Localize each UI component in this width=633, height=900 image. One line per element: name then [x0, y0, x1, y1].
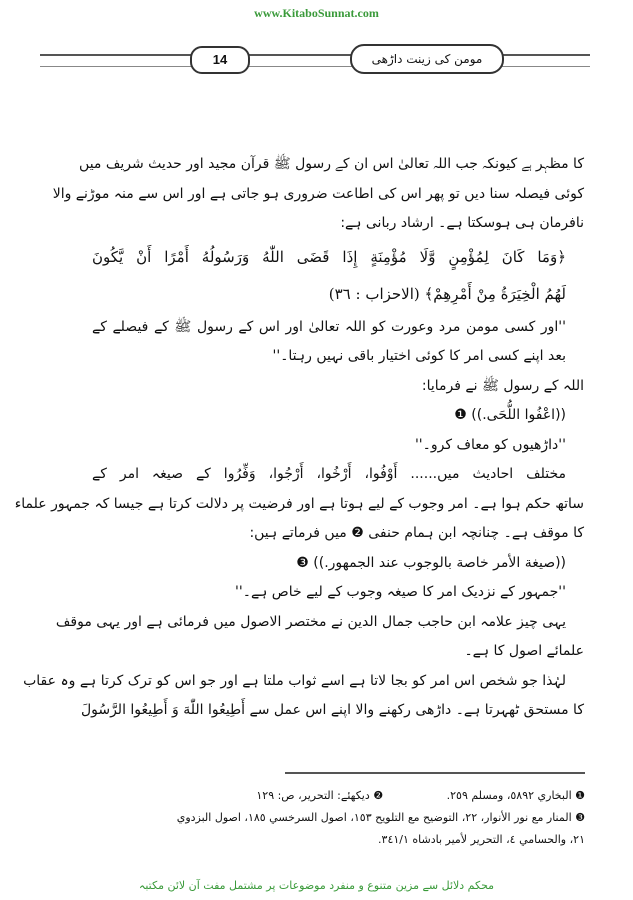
translation-line: ''جمہور کے نزدیک امر کا صیغہ وجوب کے لیے خاص ہے۔''	[235, 584, 566, 600]
site-url: www.KitaboSunnat.com	[254, 6, 379, 20]
footnote-2: ❷ دیکھئے: التحرير، ص: ١٢٩	[256, 789, 384, 802]
text-line: علمائے اصول کا ہے۔	[464, 643, 584, 659]
text-line: لہٰذا جو شخص اس امر کو بجا لاتا ہے اسے ثواب ملتا ہے اور جو اس کو ترک کرتا ہے وہ عقاب	[23, 672, 566, 689]
footnote-divider	[285, 772, 585, 774]
text-line: کا موقف ہے۔ چنانچہ ابن ہمام حنفی ❷ میں فرماتے ہیں:	[249, 525, 584, 541]
quran-verse-line: ﴿وَمَا كَانَ لِمُؤْمِنٍ وَّلَا مُؤْمِنَةٍ إِذَا قَضَى اللّٰهُ وَرَسُولُهُ أَمْرًا أَنْ يَّكُونَ	[92, 247, 566, 266]
page-header	[40, 44, 590, 74]
text-line: کوئی فیصلہ سنا دیں تو پھر اس کی اطاعت ضروری ہو جاتی ہے اور اس سے منہ موڑنے والا	[52, 185, 584, 202]
translation-line: ''اور کسی مومن مرد وعورت کو اللہ تعالیٰ اور اس کے رسول ﷺ کے فیصلے کے	[92, 318, 566, 335]
text-line: کا مظہر ہے کیونکہ جب اللہ تعالیٰ اس ان کے رسول ﷺ قرآن مجید اور حدیث شریف میں	[79, 156, 584, 172]
quran-verse-line: لَهُمُ الْخِيَرَةُ مِنْ أَمْرِهِمْ﴾ (الاحزاب : ٣٦)	[328, 284, 566, 303]
footer-tagline: محکم دلائل سے مزین متنوع و منفرد موضوعات پر مشتمل مفت آن لائن مکتبہ	[138, 879, 495, 892]
translation-line: ''داڑھیوں کو معاف کرو۔''	[414, 436, 566, 453]
translation-line: بعد اپنے کسی امر کا کوئی اختیار باقی نہیں رہتا۔''	[272, 348, 566, 364]
footnotes	[55, 785, 585, 851]
footnote-3: ❸ المنار مع نور الأنوار، ٢٢، التوضيح مع التلويح ١٥٣، اصول السرخسي ١٨٥، اصول البزدوي	[176, 811, 585, 824]
text-line: یہی چیز علامہ ابن حاجب جمال الدین نے مختصر الاصول میں فرمائی ہے اور یہی موقف	[55, 613, 566, 630]
body-text	[14, 150, 584, 726]
text-line: کا مستحق ٹھہرتا ہے۔ داڑھی رکھنے والا اپنے اس عمل سے أَطِيعُوا اللّٰهَ وَ أَطِيعُوا الرَّسُولَ	[80, 702, 584, 718]
footnote-3-continued: ٢١، والحسامي ٤، التحرير لأمير بادشاه ٣٤١/١.	[378, 833, 585, 846]
hadith-line: ((اعْفُوا اللُّحَى.)) ❶	[454, 407, 566, 423]
quote-line: ((صيغة الأمر خاصة بالوجوب عند الجمهور.)) ❸	[296, 554, 566, 571]
text-line: ساتھ حکم ہوا ہے۔ امر وجوب کے لیے ہوتا ہے اور فرضیت پر دلالت کرتا ہے جیسا کہ جمہور علماء	[14, 495, 584, 512]
text-line: نافرمان ہی ہوسکتا ہے۔ ارشاد ربانی ہے:	[340, 215, 584, 231]
page-number: 14	[190, 46, 250, 74]
text-line: اللہ کے رسول ﷺ نے فرمایا:	[421, 377, 584, 394]
header-ornament	[40, 54, 590, 67]
footnote-1: ❶ البخاري ٥٨٩٢، ومسلم ٢٥٩.	[446, 789, 585, 802]
running-title: مومن کی زینت داڑھی	[350, 44, 504, 74]
text-line: مختلف احادیث میں...... أَوْفُوا، أَرْخُوا، أَرْجُوا، وَفِّرُوا کے صیغہ امر کے	[92, 466, 566, 482]
